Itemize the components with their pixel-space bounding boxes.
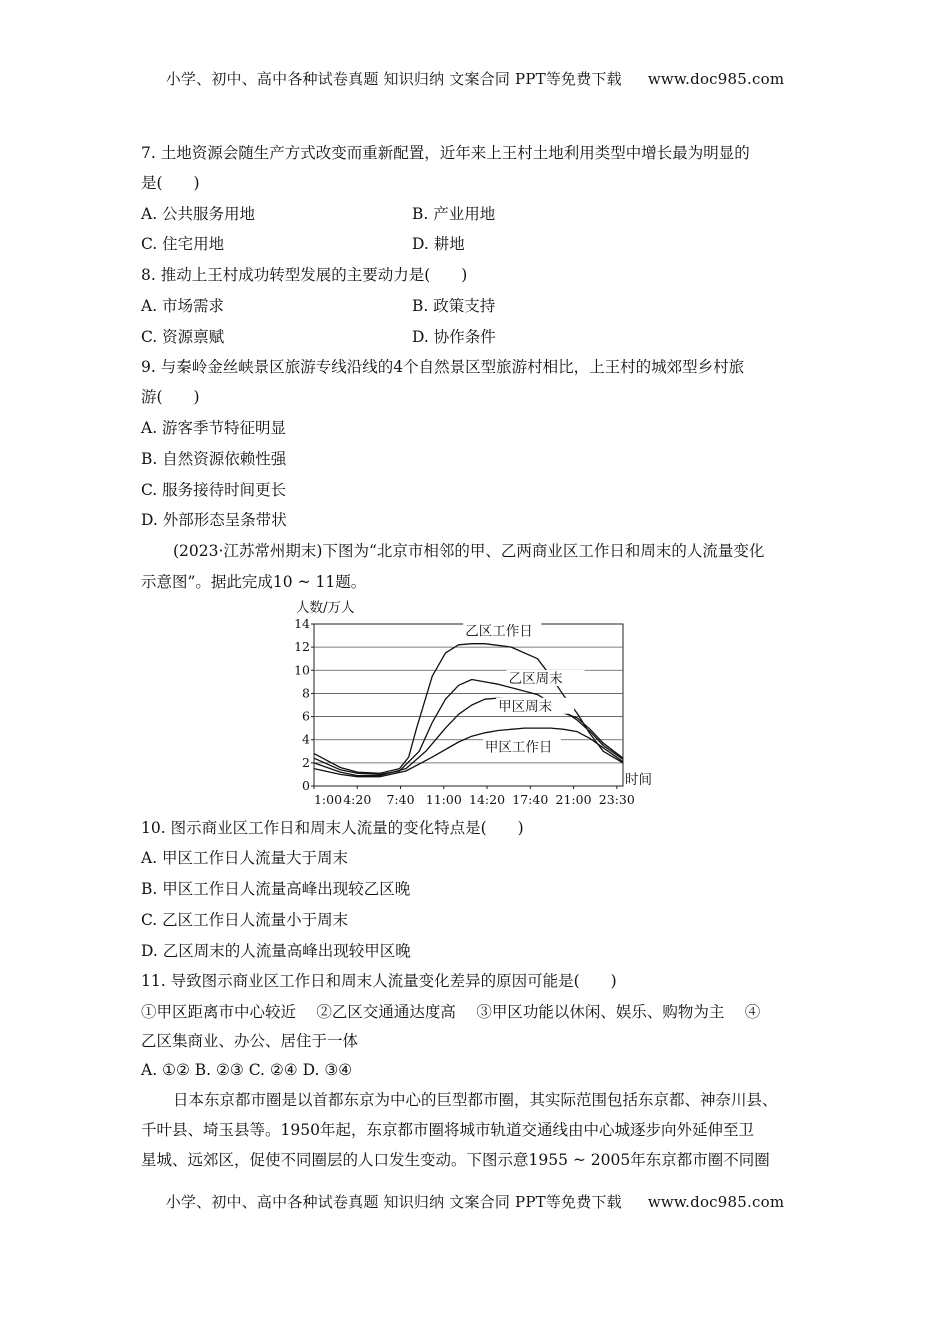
flow-chart: [290, 598, 660, 810]
q10-stem: 10. 图示商业区工作日和周末人流量的变化特点是( ): [141, 819, 524, 837]
q8-option-a: A. 市场需求: [141, 297, 225, 315]
q9-option-c: C. 服务接待时间更长: [141, 481, 287, 499]
x-tick-label: 11:00: [425, 792, 462, 807]
y-tick-label: 12: [294, 639, 310, 655]
series-label-2: 乙区周末: [508, 671, 563, 688]
header-text: 小学、初中、高中各种试卷真题 知识归纳 文案合同 PPT等免费下载: [165, 70, 622, 88]
series-label-3: 甲区周末: [498, 698, 553, 715]
q7-option-c: C. 住宅用地: [141, 235, 225, 253]
footer-text: 小学、初中、高中各种试卷真题 知识归纳 文案合同 PPT等免费下载: [165, 1193, 622, 1211]
q8-option-b: B. 政策支持: [412, 297, 496, 315]
q7-stem-line1: 7. 土地资源会随生产方式改变而重新配置，近年来上王村土地利用类型中增长最为明显的: [141, 144, 750, 162]
q7-option-b: B. 产业用地: [412, 205, 496, 223]
q10-option-c: C. 乙区工作日人流量小于周末: [141, 911, 349, 929]
q7-option-d: D. 耕地: [412, 235, 465, 253]
q8-option-c: C. 资源禀赋: [141, 328, 225, 346]
q11-stem: 11. 导致图示商业区工作日和周末人流量变化差异的原因可能是( ): [141, 972, 617, 990]
y-tick-label: 8: [302, 685, 310, 701]
q10-option-d: D. 乙区周末的人流量高峰出现较甲区晚: [141, 942, 411, 960]
intro-line2: 示意图”。据此完成10 ~ 11题。: [141, 573, 367, 591]
para-line1: 日本东京都市圈是以首都东京为中心的巨型都市圈，其实际范围包括东京都、神奈川县、: [173, 1091, 778, 1109]
q9-stem-line2: 游( ): [141, 388, 200, 406]
x-tick-label: 21:00: [555, 792, 592, 807]
x-tick-label: 17:40: [512, 792, 549, 807]
series-line-4: [314, 728, 623, 777]
header-site: www.doc985.com: [647, 70, 785, 88]
plot-frame: [314, 624, 623, 786]
q9-option-a: A. 游客季节特征明显: [141, 419, 287, 437]
q10-option-a: A. 甲区工作日人流量大于周末: [141, 849, 349, 867]
q10-option-b: B. 甲区工作日人流量高峰出现较乙区晚: [141, 880, 411, 898]
q11-statements-line2: 乙区集商业、办公、居住于一体: [141, 1032, 359, 1050]
series-line-1: [314, 644, 623, 774]
q11-options: A. ①② B. ②③ C. ②④ D. ③④: [141, 1061, 353, 1079]
q9-option-d: D. 外部形态呈条带状: [141, 511, 287, 529]
q11-statements-line1: ①甲区距离市中心较近 ②乙区交通通达度高 ③甲区功能以休闲、娱乐、购物为主 ④: [141, 1003, 761, 1021]
y-axis-label: 人数/万人: [296, 600, 355, 616]
series-label-4: 甲区工作日: [484, 739, 553, 756]
y-tick-label: 6: [302, 708, 310, 724]
intro-line1: (2023·江苏常州期末)下图为“北京市相邻的甲、乙两商业区工作日和周末的人流量变化: [173, 542, 765, 560]
x-tick-label: 4:20: [343, 792, 372, 807]
q9-stem-line1: 9. 与秦岭金丝峡景区旅游专线沿线的4个自然景区型旅游村相比，上王村的城郊型乡村旅: [141, 358, 745, 376]
x-tick-label: 23:30: [598, 792, 635, 807]
para-line3: 星城、远郊区，促使不同圈层的人口发生变动。下图示意1955 ~ 2005年东京都市圈不同圈: [141, 1151, 770, 1169]
para-line2: 千叶县、埼玉县等。1950年起，东京都市圈将城市轨道交通线由中心城逐步向外延伸至卫: [141, 1121, 754, 1139]
q8-stem: 8. 推动上王村成功转型发展的主要动力是( ): [141, 266, 468, 284]
y-tick-label: 14: [294, 616, 310, 631]
series-label-1: 乙区工作日: [465, 623, 533, 640]
x-tick-label: 7:40: [386, 792, 415, 807]
series-line-3: [314, 698, 623, 776]
x-tick-label: 14:20: [469, 792, 506, 807]
y-tick-label: 2: [302, 754, 310, 770]
page-footer: [0, 1191, 950, 1212]
q7-option-a: A. 公共服务用地: [141, 205, 256, 223]
y-tick-label: 4: [302, 731, 310, 747]
footer-site: www.doc985.com: [647, 1193, 785, 1211]
x-tick-label: 1:00: [313, 792, 343, 807]
q8-option-d: D. 协作条件: [412, 328, 496, 346]
y-tick-label: 10: [294, 662, 310, 678]
q7-stem-line2: 是( ): [141, 174, 200, 192]
page-header: [0, 68, 950, 89]
x-axis-label: 时间: [625, 772, 652, 788]
y-tick-label: 0: [302, 778, 310, 793]
q9-option-b: B. 自然资源依赖性强: [141, 450, 287, 468]
